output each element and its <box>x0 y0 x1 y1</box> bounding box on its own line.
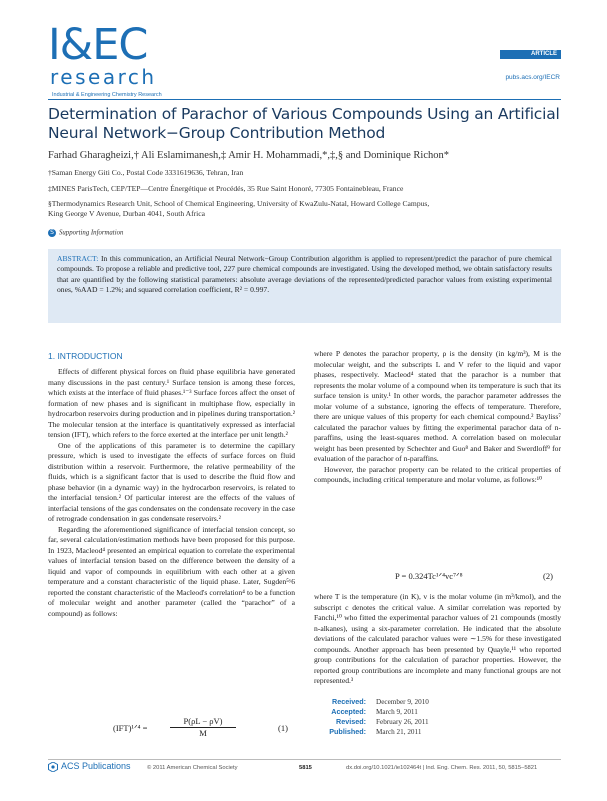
supporting-info-label: Supporting Information <box>59 229 124 237</box>
section-heading-introduction: 1. INTRODUCTION <box>48 351 123 361</box>
paper-title: Determination of Parachor of Various Compounds Using an Artificial Neural Network−Group Contribution Method <box>48 105 560 142</box>
publisher-name: ACS Publications <box>61 761 131 771</box>
equation-1-denominator: M <box>199 728 207 738</box>
history-row <box>314 727 429 737</box>
equation-1-numerator: P(ρL − ρV) <box>170 716 236 728</box>
affiliation-3: §Thermodynamics Research Unit, School of Chemical Engineering, University of KwaZulu-Natal, Howard College Campus, <box>48 199 430 208</box>
supporting-info-icon: S <box>48 229 56 237</box>
paragraph: Regarding the aforementioned significance of interfacial tension concept, so far, several calculation/estimation methods have been proposed for this purpose. In 1923, Macleod⁴ presented an empirical equation to correlate the experimental values of interfacial tension based on the difference between the density of a liquid and vapor of compounds in equilibrium with each other at a given temperature and a constant characteristic of the liquid phase. Later, Sugden⁵ʸ6 reported the constant characteristic of the Macleod's correlation⁴ to be a function of molecular weight and another parameter (called the “parachor” of a compound) as follows: <box>48 524 295 618</box>
history-row <box>314 707 429 717</box>
journal-logo: I&EC <box>48 20 148 70</box>
history-label: Received: <box>332 697 366 706</box>
paragraph: However, the parachor property can be related to the critical properties of compounds, including critical temperature and molar volume, as follows:¹⁰ <box>314 464 561 484</box>
left-column <box>48 367 295 619</box>
affiliation-1: †Saman Energy Giti Co., Postal Code 3331619636, Tehran, Iran <box>48 168 244 177</box>
equation-1-lhs: (IFT)¹ᐟ⁴ = <box>113 723 148 733</box>
history-value: March 21, 2011 <box>376 728 422 736</box>
journal-logo-subtitle: research <box>50 65 157 89</box>
history-value: February 26, 2011 <box>376 718 429 726</box>
author-list: Farhad Gharagheizi,† Ali Eslamimanesh,‡ Amir H. Mohammadi,*,‡,§ and Dominique Richon* <box>48 150 449 161</box>
history-value: December 9, 2010 <box>376 698 429 706</box>
history-label: Published: <box>329 727 366 736</box>
abstract-text: In this communication, an Artificial Neural Network−Group Contribution algorithm is applied to represent/predict the parachor of pure chemical compounds. To propose a reliable and predictive tool, 227 pure chemical compounds are investigated. Using the developed method, we obtain satisfactory results that are quantified by the following statistical parameters: absolute average deviations of the represented/predicted parachor values from existing experimental ones, %AAD = 1.2%; and squared correlation coefficient, R² = 0.997. <box>57 254 552 295</box>
history-block <box>314 697 429 737</box>
acs-publications-logo <box>48 761 131 772</box>
header-divider <box>48 99 561 100</box>
history-label: Accepted: <box>331 707 366 716</box>
history-label: Revised: <box>336 717 366 726</box>
abstract-box <box>48 249 561 323</box>
history-value: March 9, 2011 <box>376 708 418 716</box>
article-type-badge: ARTICLE <box>500 50 561 59</box>
journal-tagline: Industrial & Engineering Chemistry Research <box>52 92 162 98</box>
footer-page-number: 5815 <box>299 765 312 771</box>
abstract-label: ABSTRACT: <box>57 254 99 263</box>
affiliation-2: ‡MINES ParisTech, CEP/TEP—Centre Énergétique et Procédés, 35 Rue Saint Honoré, 77305 Fontainebleau, France <box>48 184 404 193</box>
acs-hexagon-icon <box>48 762 58 772</box>
equation-2-number: (2) <box>543 571 553 581</box>
equation-1-fraction <box>170 716 236 738</box>
right-column-bottom <box>314 592 561 687</box>
right-column-top <box>314 349 561 486</box>
affiliation-3-cont: King George V Avenue, Durban 4041, South Africa <box>48 209 205 218</box>
paragraph: One of the applications of this parameter is to determine the capillary pressure, which is used to investigate the effects of surface forces on fluid distribution within a reservoir. Furthermore, the relative permeability of the fluids, which is a significant factor that is used to describe the fluid flow and phase behavior (in a dynamic way) in the hydrocarbon reservoirs, is related to the interfacial tension.² Of particular interest are the effects of the values of interfacial tensions of the gas condensates on the condensate recovery in the case of retrograde condensation in gas condensate reservoirs.² <box>48 440 295 523</box>
paragraph: Effects of different physical forces on fluid phase equilibria have generated many discussions in the past century.¹ Surface tension is among these forces, which exists at the interface of fluid phases.¹⁻³ Surface forces affect the onset of formation of new phases and is significant in multiphase flow, especially in hydrocarbon reservoirs during production and in pipelines during transportation.² The molecular tension at the interface is quantitatively expressed as interfacial tension (IFT), which refers to the force exerted at the interface per unit length.² <box>48 367 295 439</box>
equation-1-number: (1) <box>278 723 288 733</box>
history-row <box>314 717 429 727</box>
supporting-information-link[interactable] <box>48 229 123 237</box>
footer-copyright: © 2011 American Chemical Society <box>147 765 238 771</box>
journal-url-link[interactable]: pubs.acs.org/IECR <box>505 74 560 81</box>
footer-divider <box>48 759 561 760</box>
paragraph: where T is the temperature (in K), v is the molar volume (in m³/kmol), and the subscript c denotes the critical value. A similar correlation was reported by Fanchi,¹⁰ who fitted the experimental parachor values of 21 compounds (mostly n-alkanes), using a six-parameter correlation. He indicated that the absolute deviations of the calculated parachor values were ∼1.5% for these investigated compounds. Another approach has been presented by Quayle,¹¹ who reported group contributions for the calculation of parachor properties. However, the reported group contributions are incomplete and many functional groups are not represented.³ <box>314 592 561 685</box>
footer-doi-citation[interactable]: dx.doi.org/10.1021/ie102464t | Ind. Eng. Chem. Res. 2011, 50, 5815–5821 <box>346 765 538 771</box>
equation-2: P = 0.324Tc¹ᐟ⁴vc⁷ᐟ⁸ <box>395 571 463 581</box>
history-row <box>314 697 429 707</box>
paragraph: where P denotes the parachor property, ρ is the density (in kg/m³), M is the molecular weight, and the subscripts L and V refer to the liquid and vapor phases, respectively. Macleod⁴ stated that the parachor is a number that represents the molar volume of a compound when its temperature is such that its surface tension is unity.¹ In other words, the parachor parameter addresses the molar volume of a substance, ignoring the effects of temperature. Therefore, there are unique values of this property for each chemical compound.² Bayliss⁷ calculated the parachor values by fitting the experimental parachor data of n-paraffins, using the least-squares method. A correlation based on molecular weight has been presented by Schechter and Guo⁸ and Baker and Swerdloff⁹ for evaluation of the parachor of n-paraffins. <box>314 349 561 463</box>
